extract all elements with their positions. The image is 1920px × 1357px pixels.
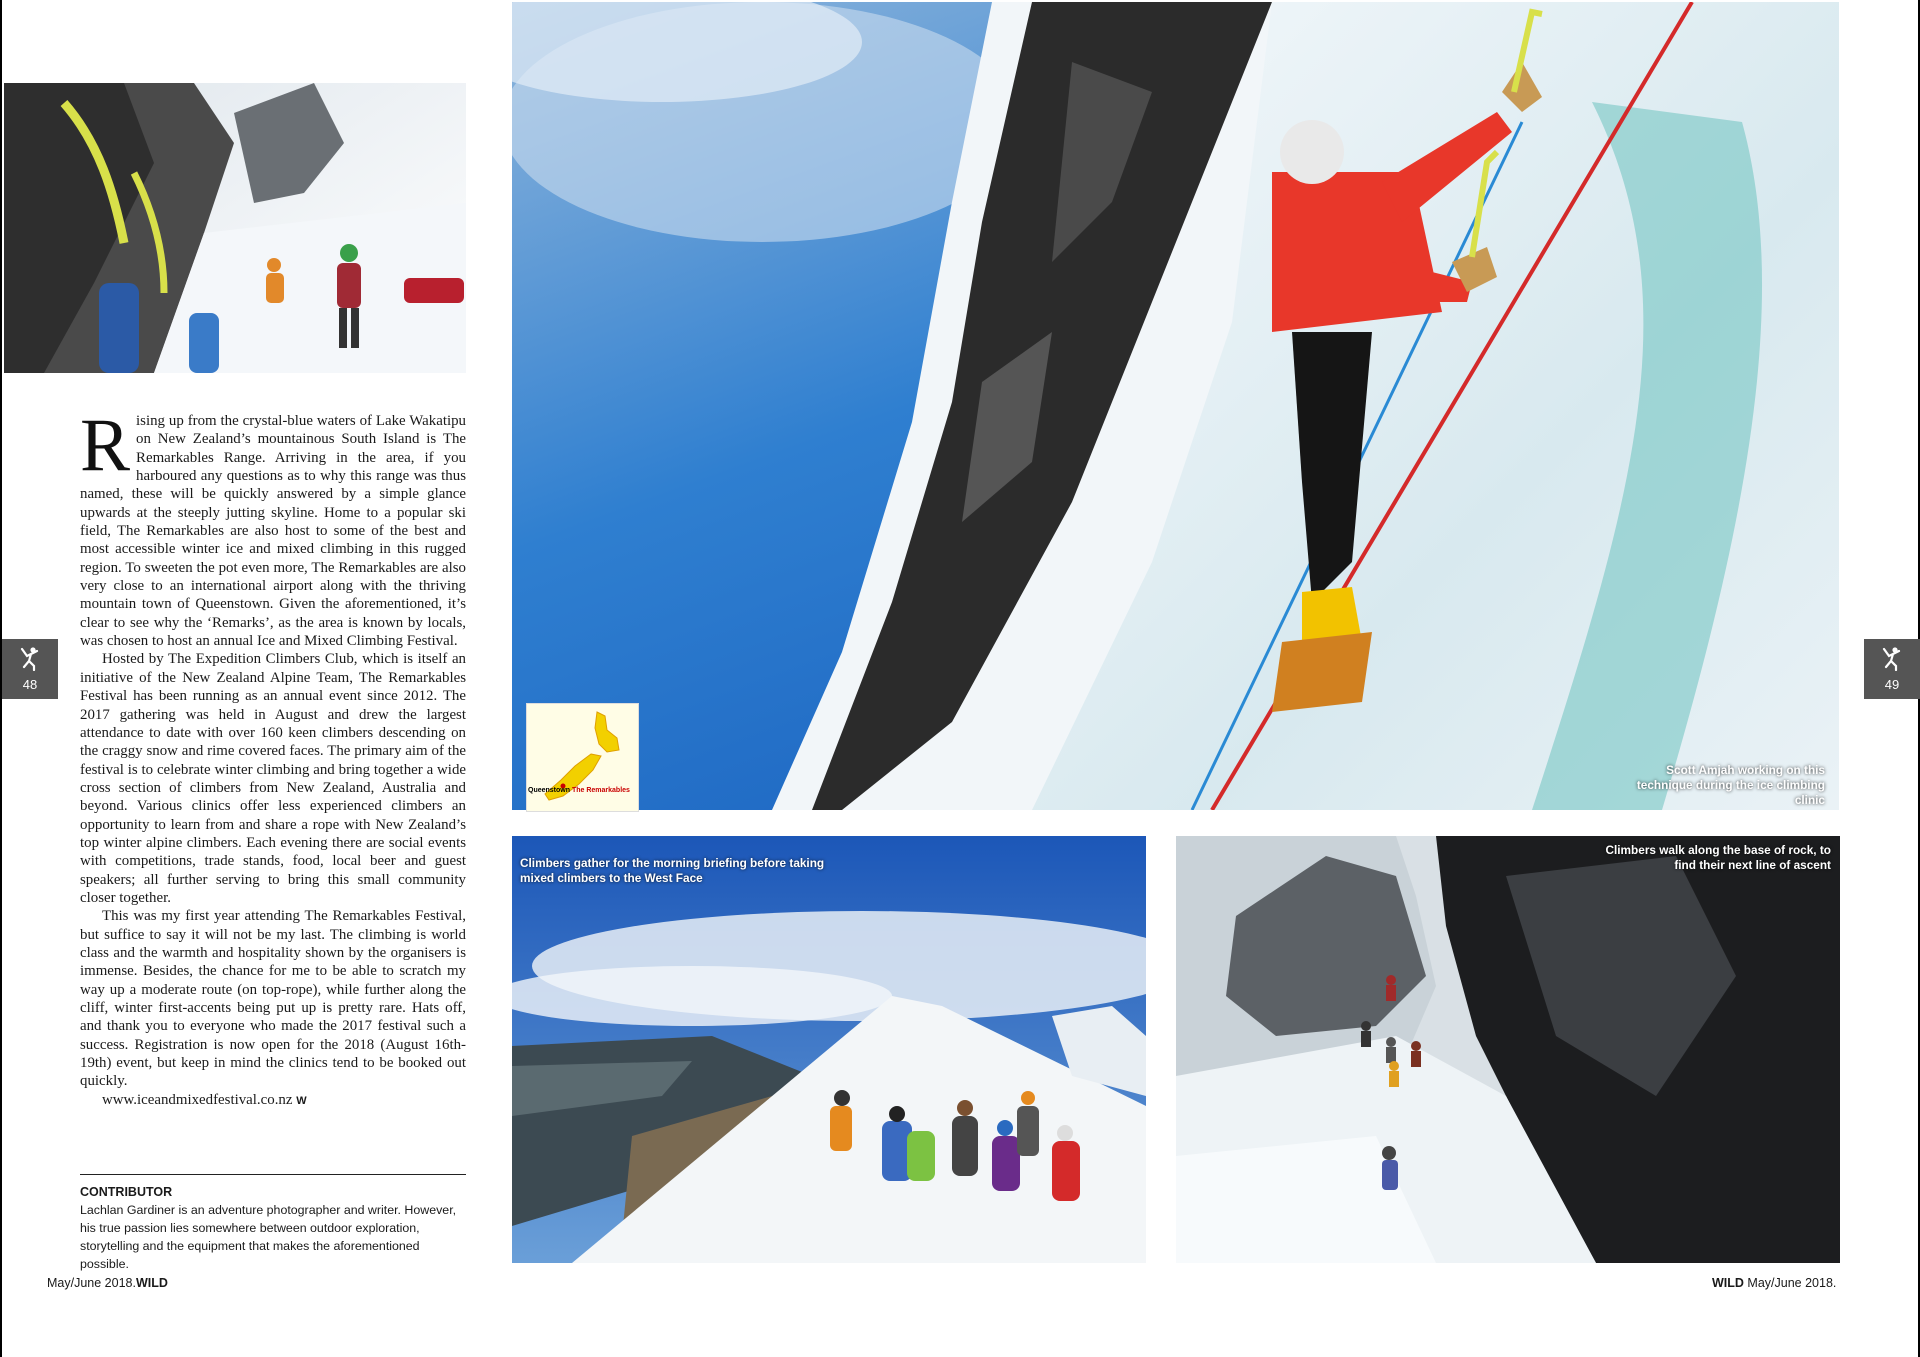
base-of-rock-photo — [1176, 836, 1840, 1263]
caption-base-of-rock-photo: Climbers walk along the base of rock, to find their next line of ascent — [1605, 843, 1831, 872]
footer-date: May/June 2018. — [1747, 1276, 1837, 1290]
footer-brand: WILD — [1712, 1276, 1744, 1290]
footer-left — [47, 1276, 168, 1290]
map-label: Queenstown The Remarkables — [528, 787, 630, 794]
main-ice-climber-photo — [512, 2, 1839, 810]
caption-briefing-photo: Climbers gather for the morning briefing before taking mixed climbers to the West Face — [520, 856, 825, 885]
footer-brand: WILD — [135, 1276, 168, 1290]
contributor-rule — [80, 1174, 466, 1175]
end-mark: W — [296, 1094, 307, 1107]
article-paragraph: Rising up from the crystal-blue waters of Lake Wakatipu on New Zealand’s mountainous South Island is The Remarkables Range. Arriving in the area, if you harboured any questions as to why this range was thus named, these will be quickly answered by a simple glance upwards at the steeply jutting skyline. Home to a popular ski field, The Remarkables are also host to some of the best and most accessible winter ice and mixed climbing in this rugged region. To sweeten the pot even more, The Remarkables are also very close to an international airport along with the thriving mountain town of Queenstown. Given the aforementioned, it’s clear to see why the ‘Remarks’, as the area is known by locals, was chosen to host an annual Ice and Mixed Climbing Festival. — [80, 404, 466, 650]
website-link[interactable]: www.iceandmixedfestival.co.nz W — [102, 1091, 307, 1108]
caption-main-photo: Scott Amjah working on this technique during the ice climbing clinic — [1636, 763, 1825, 807]
page-tab-right — [1864, 639, 1920, 699]
ice-axes-photo — [4, 83, 466, 373]
page-number-left: 48 — [22, 677, 38, 692]
contributor-title: CONTRIBUTOR — [80, 1185, 173, 1199]
page-number-right: 49 — [1884, 677, 1900, 692]
article-paragraph: Hosted by The Expedition Climbers Club, which is itself an initiative of the New Zealand Alpine Team, The Remarkables Festival has been running as an annual event since 2012. The 2017 gathering was held in August and drew the largest attendance to date with over 160 keen climbers descending on the craggy snow and rime covered faces. The primary aim of the festival is to celebrate winter climbing and bring together a wide cross section of climbers from New Zealand, Australia and beyond. Various clinics offer less experienced climbers an opportunity to learn from and share a rope with New Zealand’s top winter alpine climbers. Each evening there are social events with competitions, trade stands, food, local beer and guest speakers; all further serving to bring this small community closer together. — [80, 651, 466, 906]
article-paragraph: This was my first year attending The Remarkables Festival, but suffice to say it will not be my last. The climbing is world class and the warmth and hospitality shown by the organisers is immense. Besides, the chance for me to be able to scratch my way up a moderate route (on top-rope), while further along the cliff, winter first-accents being put up is pretty rare. Hats off, and thank you to everyone who made the 2017 festival such a success. Registration is now open for the 2018 (August 16th-19th) event, but keep in mind the clinics tend to be booked out quickly. — [80, 908, 466, 1090]
page-tab-left — [2, 639, 58, 699]
climber-icon — [19, 647, 41, 671]
article-body — [80, 404, 466, 1110]
briefing-photo — [512, 836, 1146, 1263]
footer-date: May/June 2018. — [47, 1276, 136, 1290]
new-zealand-map-inset — [526, 703, 639, 812]
contributor-text: Lachlan Gardiner is an adventure photographer and writer. However, his true passion lies somewhere between outdoor exploration, storytelling and the equipment that makes the aforementioned possible. — [80, 1203, 457, 1271]
new-zealand-map-icon — [527, 704, 638, 811]
drop-cap: R — [80, 404, 131, 487]
climber-icon — [1881, 647, 1903, 671]
footer-right — [1712, 1276, 1836, 1290]
